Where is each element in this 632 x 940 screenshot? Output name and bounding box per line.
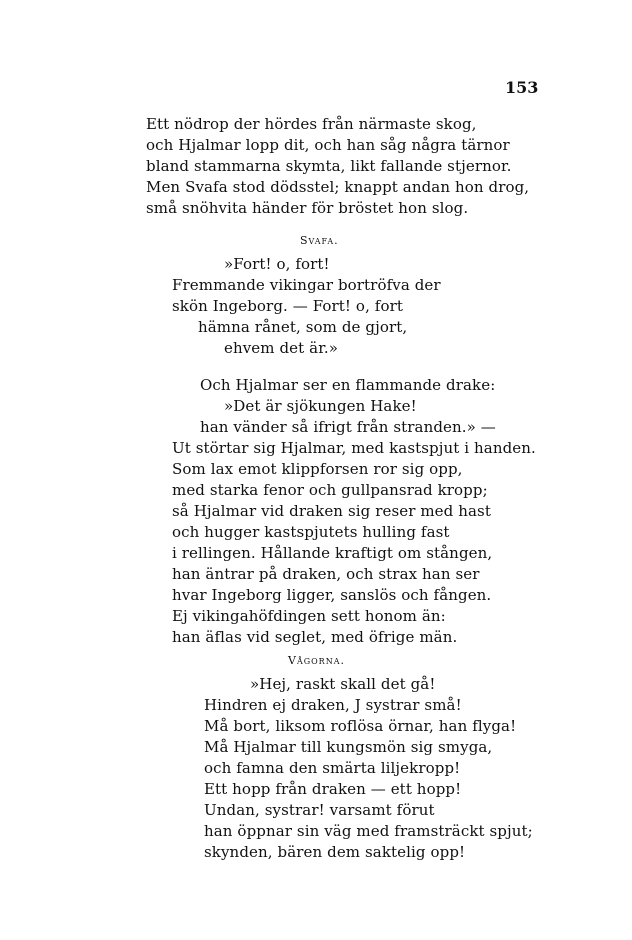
poem-line: »Fort! o, fort! [224, 255, 330, 273]
poem-line: Som lax emot klippforsen ror sig opp, [172, 460, 463, 478]
poem-line: »Det är sjökungen Hake! [224, 397, 417, 415]
poem-line: Och Hjalmar ser en flammande drake: [200, 376, 496, 394]
poem-line: och hugger kastspjutets hulling fast [172, 523, 450, 541]
page-number: 153 [505, 78, 539, 97]
poem-line: han äntrar på draken, och strax han ser [172, 565, 480, 583]
poem-line: han öppnar sin väg med framsträckt spjut; [204, 822, 533, 840]
poem-line: Må bort, liksom roflösa örnar, han flyga! [204, 717, 517, 735]
poem-line: små snöhvita händer för bröstet hon slog. [146, 199, 469, 217]
poem-line: Ej vikingahöfdingen sett honom än: [172, 607, 446, 625]
poem-line: Fremmande vikingar bortröfva der [172, 276, 441, 294]
poem-line: Hindren ej draken, J systrar små! [204, 696, 462, 714]
poem-line: Undan, systrar! varsamt förut [204, 801, 435, 819]
poem-line: han vänder så ifrigt från stranden.» — [200, 418, 496, 436]
poem-line: skynden, bären dem saktelig opp! [204, 843, 466, 861]
poem-line: han äflas vid seglet, med öfrige män. [172, 628, 458, 646]
poem-line: »Hej, raskt skall det gå! [250, 675, 436, 693]
poem-line: i rellingen. Hållande kraftigt om stången, [172, 544, 493, 562]
poem-line: hämna rånet, som de gjort, [198, 318, 408, 336]
poem-line: Må Hjalmar till kungsmön sig smyga, [204, 738, 493, 756]
poem-line: ehvem det är.» [224, 339, 338, 357]
poem-line: hvar Ingeborg ligger, sanslös och fången. [172, 586, 492, 604]
poem-line: Ut störtar sig Hjalmar, med kastspjut i handen. [172, 439, 536, 457]
poem-line: skön Ingeborg. — Fort! o, fort [172, 297, 403, 315]
poem-line: och Hjalmar lopp dit, och han såg några tärnor [146, 136, 510, 154]
poem-line: med starka fenor och gullpansrad kropp; [172, 481, 488, 499]
poem-line: Ett nödrop der hördes från närmaste skog, [146, 115, 477, 133]
speaker-heading-vagorna: Vågorna. [288, 654, 345, 667]
poem-line: bland stammarna skymta, likt fallande stjernor. [146, 157, 512, 175]
poem-line: så Hjalmar vid draken sig reser med hast [172, 502, 491, 520]
poem-line: och famna den smärta liljekropp! [204, 759, 461, 777]
poem-line: Ett hopp från draken — ett hopp! [204, 780, 462, 798]
speaker-heading-svafa: Svafa. [300, 234, 339, 247]
poem-line: Men Svafa stod dödsstel; knappt andan hon drog, [146, 178, 530, 196]
